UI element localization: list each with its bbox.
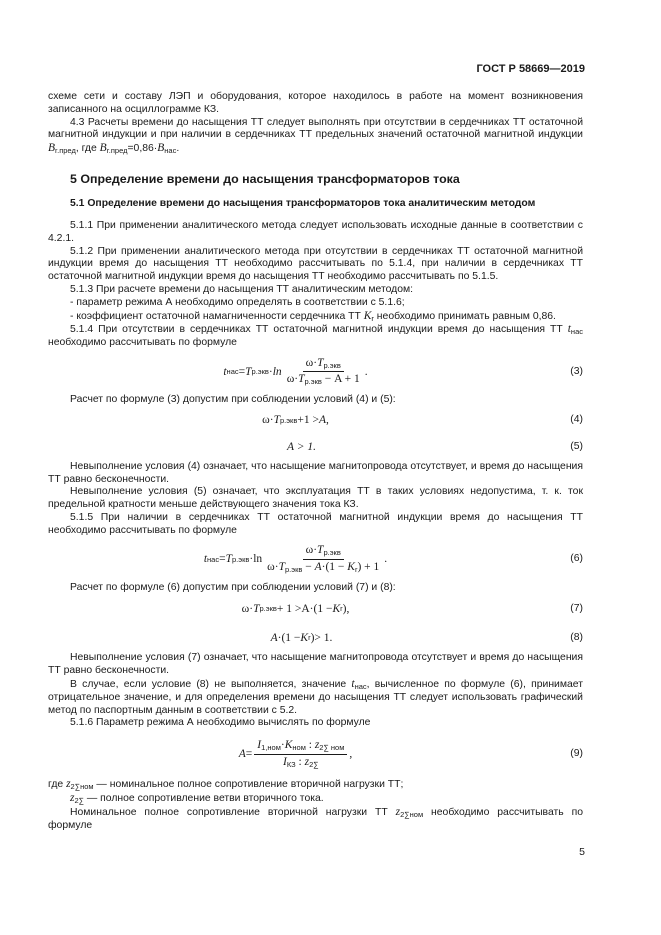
page-content — [48, 63, 583, 832]
paragraph-5-1-3: 5.1.3 При расчете времени до насыщения ТТ аналитическим методом: — [70, 283, 414, 295]
page-number: 5 — [579, 846, 585, 858]
document-code: ГОСТ Р 58669—2019 — [476, 63, 585, 75]
equation-number-3: (3) — [570, 365, 583, 377]
equation-3 — [48, 350, 583, 394]
section-5-1-heading: 5.1 Определение времени до насыщения трансформаторов тока аналитическим методом — [70, 197, 536, 209]
equation-6-fraction: $\frac{\omega\cdot T_{р.экв}}{\omega\cdot T_{р.экв} - A\cdot(1 - K_r) + 1}$ — [267, 544, 380, 575]
paragraph-fail-7: Невыполнение условия (7) означает, что насыщение магнитопровода отсутствует и время до насыщения ТТ равно бесконечности. — [48, 652, 583, 677]
paragraph-condition-8: В случае, если условие (8) не выполняется, значение $t_{нас}$, вычисленное по формуле (6), принимает отрицательное значение, и для определения времени до насыщения ТТ следует использовать графический метод по паспортным данным в соответствии с 5.2. — [48, 677, 583, 716]
equation-8: A ·(1 − K r ) > 1. (8) — [270, 631, 583, 644]
paragraph-calc-6: Расчет по формуле (6) допустим при соблюдении условий (7) и (8): — [70, 581, 396, 593]
equation-5: A > 1. (5) — [287, 441, 583, 454]
equation-6: t нас = T р.экв · ln $\frac{\omega\cdot T_{р.экв}}{\omega\cdot T_{р.экв} - A\cdot(1 - K_r) + 1}$ . (6) — [203, 544, 583, 575]
paragraph-5-1-4: 5.1.4 При отсутствии в сердечниках ТТ остаточной магнитной индукции время до насыщения ТТ $t_{нас}$ необходимо рассчитывать по формуле — [48, 323, 583, 349]
equation-9: A = $\frac{I_{1,ном}\cdot K_{ном} : z_{2\sum ном}}{I_{КЗ} : z_{2\sum}}$ , (9) — [238, 738, 583, 769]
equation-9-fraction: $\frac{I_{1,ном}\cdot K_{ном} : z_{2\sum ном}}{I_{КЗ} : z_{2\sum}}$ — [254, 739, 347, 770]
list-item-mode-parameter: - параметр режима А необходимо определять в соответствии с 5.1.6; — [70, 296, 405, 308]
equation-number-8: (8) — [570, 631, 583, 643]
equation-7: ω · T р.экв + 1 > A ·(1 − K r ), (7) — [241, 602, 583, 615]
definition-z2: $z_{2\sum}$ — полное сопротивление ветви вторичного тока. — [70, 791, 324, 805]
paragraph-5-1-6: 5.1.6 Параметр режима А необходимо вычислять по формуле — [70, 717, 371, 729]
equation-number-4: (4) — [570, 414, 583, 426]
paragraph-5-1-5: 5.1.5 При наличии в сердечниках ТТ остаточной магнитной индукции время до насыщения ТТ необходимо рассчитывать по формуле — [48, 511, 583, 536]
paragraph-calc-3: Расчет по формуле (3) допустим при соблюдении условий (4) и (5): — [70, 393, 396, 405]
paragraph-5-1-1: 5.1.1 При применении аналитического метода следует использовать исходные данные в соответствии с 4.2.1. — [48, 219, 583, 244]
paragraph-4-3: 4.3 Расчеты времени до насыщения ТТ следует выполнять при отсутствии в сердечниках ТТ остаточной магнитной индукции и при наличии в сердечниках ТТ предельных значений остаточной магнитной индукции $B_{r.пред}$, где $B_{r.пред}=0,86\cdot B_{нас}$. — [48, 116, 583, 156]
paragraph-nominal-impedance: Номинальное полное сопротивление вторичной нагрузки ТТ $z_{2\sum ном}$ необходимо рассчитывать по формуле — [48, 805, 583, 831]
paragraph-5-1-2: 5.1.2 При применении аналитического метода при отсутствии в сердечниках ТТ остаточной магнитной индукции время до насыщения ТТ необходимо рассчитывать по 5.1.4, при наличии в сердечниках ТТ остаточной магнитной индукции время до насыщения ТТ необходимо рассчитывать по 5.1.5. — [48, 245, 583, 283]
list-item-remanence-coefficient: - коэффициент остаточной намагниченности сердечника ТТ $K_r$ необходимо принимать равным 0,86. — [70, 309, 556, 323]
equation-number-5: (5) — [570, 441, 583, 453]
section-5-heading: 5 Определение времени до насыщения трансформаторов тока — [70, 171, 460, 186]
equation-number-6: (6) — [570, 553, 583, 565]
equation-number-9: (9) — [570, 747, 583, 759]
definition-z2-nom: где $z_{2\sum ном}$ — номинальное полное сопротивление вторичной нагрузки ТТ; — [48, 778, 404, 792]
equation-number-7: (7) — [570, 602, 583, 614]
equation-3-fraction: $\frac{\omega\cdot T_{р.экв}}{\omega\cdot T_{р.экв} - A + 1}$ — [286, 356, 360, 387]
paragraph-fail-5: Невыполнение условия (5) означает, что эксплуатация ТТ в таких условиях недопустима, т. к. ток предельной кратности меньше действующего значения тока КЗ. — [48, 486, 583, 511]
equation-4: ω · T р.экв +1 > A , (4) — [262, 414, 583, 427]
intro-paragraph-continuation: схеме сети и составу ЛЭП и оборудования, которое находилось в работе на момент возникновения записанного на осциллограмме КЗ. — [48, 91, 583, 115]
paragraph-fail-4: Невыполнение условия (4) означает, что насыщение магнитопровода отсутствует, и время до насыщения ТТ равно бесконечности. — [48, 460, 583, 485]
equation-3-body: t нас = T р.экв · ln $\frac{\omega\cdot T_{р.экв}}{\omega\cdot T_{р.экв} - A + 1}$ . — [223, 356, 368, 387]
